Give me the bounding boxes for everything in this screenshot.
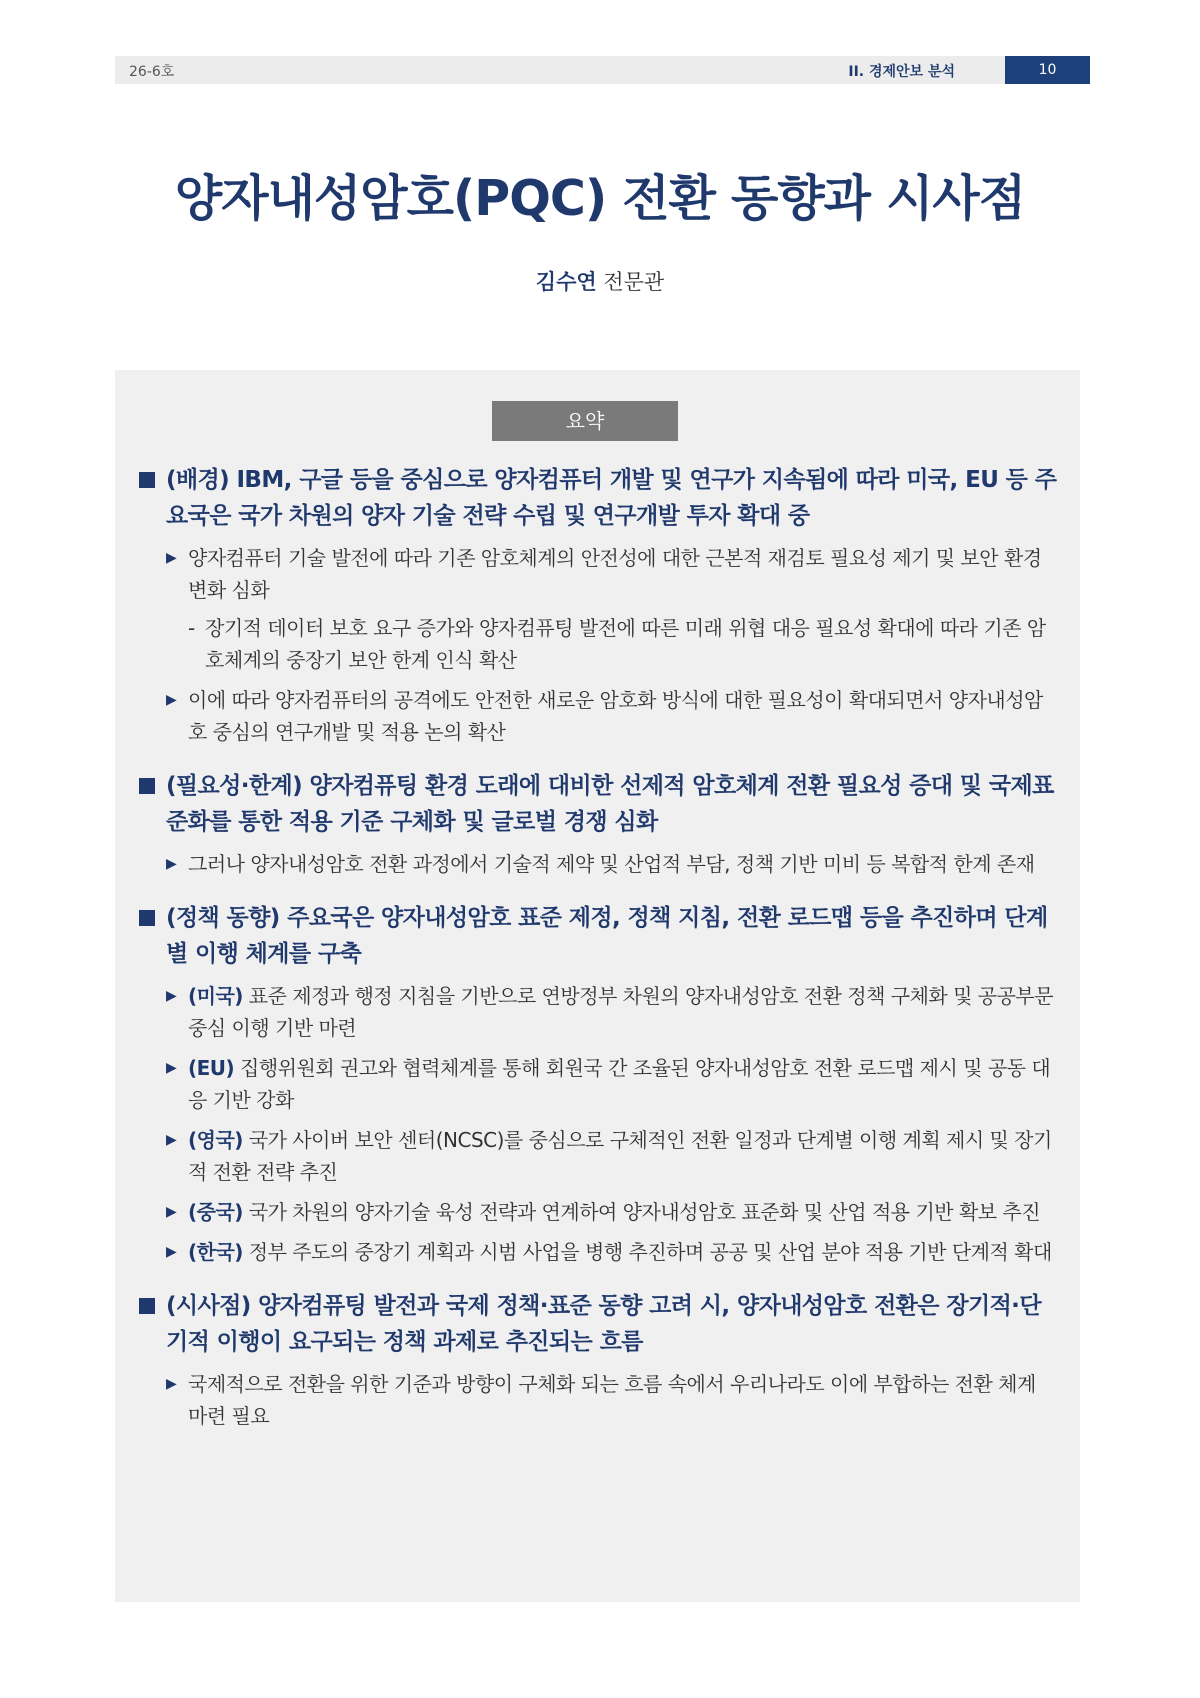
summary-sub-bullet: - 장기적 데이터 보호 요구 증가와 양자컴퓨팅 발전에 따른 미래 위협 대응 필요성 확대에 따라 기존 암호체계의 중장기 보안 한계 인식 확산 <box>139 612 1059 676</box>
summary-bullet: ▶ 국제적으로 전환을 위한 기준과 방향이 구체화 되는 흐름 속에서 우리나라도 이에 부합하는 전환 체계 마련 필요 <box>139 1368 1059 1432</box>
triangle-bullet-icon: ▶ <box>166 1376 177 1392</box>
document-title: 양자내성암호(PQC) 전환 동향과 시사점 <box>174 170 1026 227</box>
triangle-bullet-icon: ▶ <box>166 988 177 1004</box>
summary-bullet: ▶ 이에 따라 양자컴퓨터의 공격에도 안전한 새로운 암호화 방식에 대한 필요성이 확대되면서 양자내성암호 중심의 연구개발 및 적용 논의 확산 <box>139 684 1059 748</box>
summary-label: 요약 <box>492 401 678 441</box>
square-bullet-icon <box>139 472 155 488</box>
summary-bullet-eu: ▶ (EU) 집행위원회 권고와 협력체계를 통해 회원국 간 조율된 양자내성암호 전환 로드맵 제시 및 공동 대응 기반 강화 <box>139 1052 1059 1116</box>
section-title: II. 경제안보 분석 <box>848 64 955 80</box>
page-number: 10 <box>1005 56 1090 84</box>
page-header <box>115 56 1090 84</box>
summary-heading: (시사점) 양자컴퓨팅 발전과 국제 정책·표준 동향 고려 시, 양자내성암호 전환은 장기적·단기적 이행이 요구되는 정책 과제로 추진되는 흐름 <box>139 1288 1059 1360</box>
summary-box <box>115 370 1080 1602</box>
summary-bullet-china: ▶ (중국) 국가 차원의 양자기술 육성 전략과 연계하여 양자내성암호 표준화 및 산업 적용 기반 확보 추진 <box>139 1196 1059 1228</box>
triangle-bullet-icon: ▶ <box>166 550 177 566</box>
summary-bullet-korea: ▶ (한국) 정부 주도의 중장기 계획과 시범 사업을 병행 추진하며 공공 및 산업 분야 적용 기반 단계적 확대 <box>139 1236 1059 1268</box>
author-name: 김수연 <box>535 270 597 294</box>
triangle-bullet-icon: ▶ <box>166 1060 177 1076</box>
dash-bullet-icon: - <box>188 616 195 640</box>
summary-heading: (배경) IBM, 구글 등을 중심으로 양자컴퓨터 개발 및 연구가 지속됨에 따라 미국, EU 등 주요국은 국가 차원의 양자 기술 전략 수립 및 연구개발 투자 확대 중 <box>139 462 1059 534</box>
author-role: 전문관 <box>603 270 665 294</box>
author-line <box>0 266 1200 296</box>
summary-bullet-uk: ▶ (영국) 국가 사이버 보안 센터(NCSC)를 중심으로 구체적인 전환 일정과 단계별 이행 계획 제시 및 장기적 전환 전략 추진 <box>139 1124 1059 1188</box>
summary-content <box>139 462 1059 1432</box>
square-bullet-icon <box>139 910 155 926</box>
triangle-bullet-icon: ▶ <box>166 1204 177 1220</box>
square-bullet-icon <box>139 778 155 794</box>
square-bullet-icon <box>139 1298 155 1314</box>
triangle-bullet-icon: ▶ <box>166 1244 177 1260</box>
summary-heading: (정책 동향) 주요국은 양자내성암호 표준 제정, 정책 지침, 전환 로드맵 등을 추진하며 단계별 이행 체계를 구축 <box>139 900 1059 972</box>
triangle-bullet-icon: ▶ <box>166 856 177 872</box>
summary-heading: (필요성·한계) 양자컴퓨팅 환경 도래에 대비한 선제적 암호체계 전환 필요성 증대 및 국제표준화를 통한 적용 기준 구체화 및 글로벌 경쟁 심화 <box>139 768 1059 840</box>
summary-bullet: ▶ 양자컴퓨터 기술 발전에 따라 기존 암호체계의 안전성에 대한 근본적 재검토 필요성 제기 및 보안 환경 변화 심화 <box>139 542 1059 606</box>
issue-number: 26-6호 <box>129 64 175 80</box>
triangle-bullet-icon: ▶ <box>166 692 177 708</box>
summary-bullet: ▶ 그러나 양자내성암호 전환 과정에서 기술적 제약 및 산업적 부담, 정책 기반 미비 등 복합적 한계 존재 <box>139 848 1059 880</box>
summary-bullet-usa: ▶ (미국) 표준 제정과 행정 지침을 기반으로 연방정부 차원의 양자내성암호 전환 정책 구체화 및 공공부문 중심 이행 기반 마련 <box>139 980 1059 1044</box>
triangle-bullet-icon: ▶ <box>166 1132 177 1148</box>
